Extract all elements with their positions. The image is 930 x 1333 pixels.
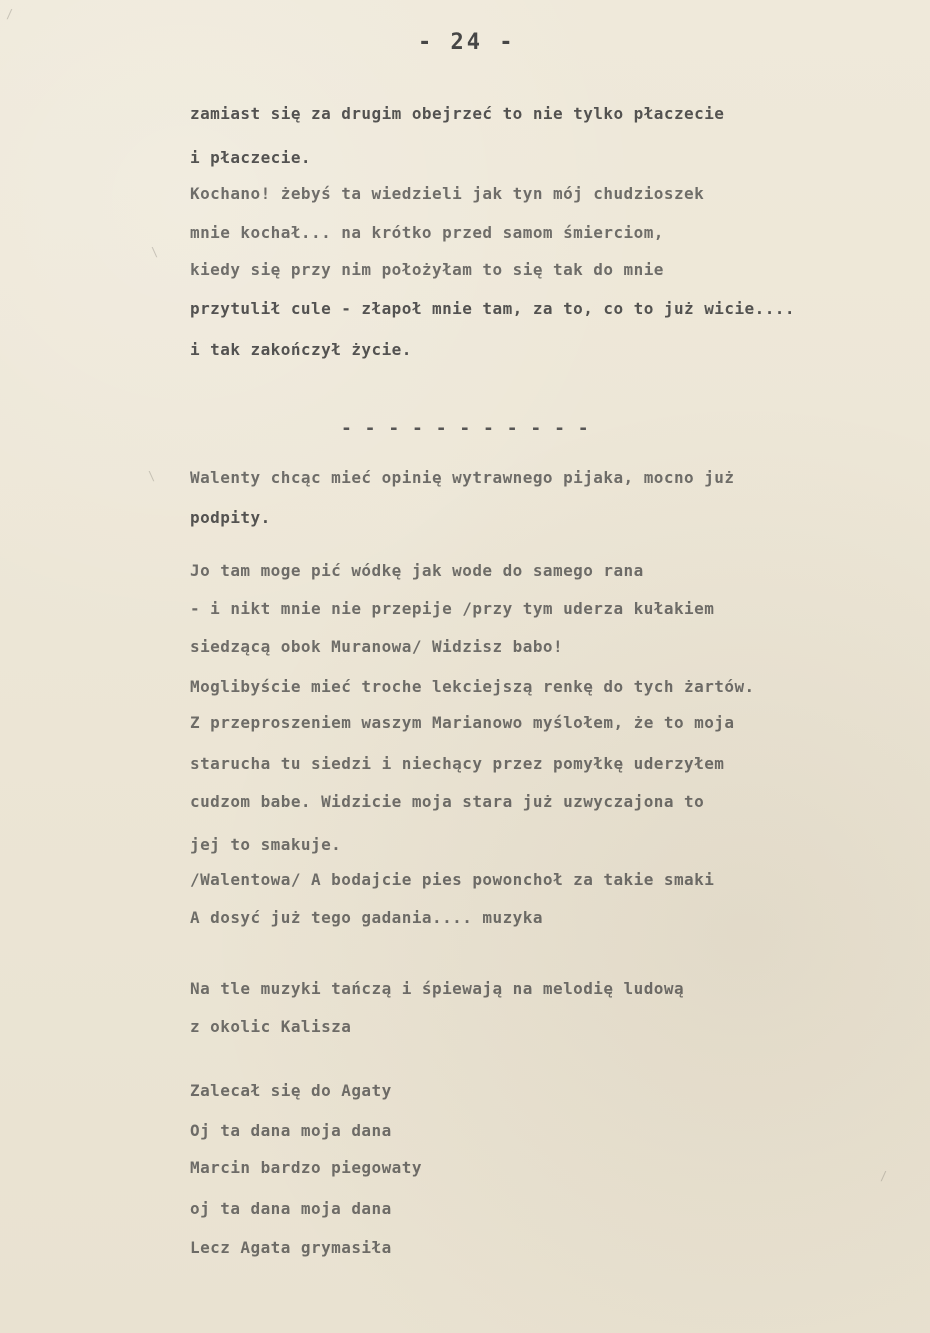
text-line: A dosyć już tego gadania.... muzyka	[190, 908, 543, 927]
text-line: i tak zakończył życie.	[190, 340, 412, 359]
text-line: Marcin bardzo piegowaty	[190, 1158, 422, 1177]
text-line: Kochano! żebyś ta wiedzieli jak tyn mój chudzioszek	[190, 184, 705, 203]
text-line: - i nikt mnie nie przepije /przy tym uderza kułakiem	[190, 599, 715, 618]
paper-speck: /	[880, 1169, 888, 1183]
text-line: z okolic Kalisza	[190, 1017, 352, 1036]
text-line: starucha tu siedzi i niechący przez pomyłkę uderzyłem	[190, 754, 725, 773]
paper-speck: \	[148, 469, 156, 483]
page-number: - 24 -	[418, 30, 516, 55]
text-line: jej to smakuje.	[190, 835, 342, 854]
text-line: oj ta dana moja dana	[190, 1199, 392, 1218]
text-line: Zalecał się do Agaty	[190, 1081, 392, 1100]
text-line: siedzącą obok Muranowa/ Widzisz babo!	[190, 637, 564, 656]
paper-speck: \	[151, 245, 159, 259]
text-line: podpity.	[190, 508, 271, 527]
text-line: Walenty chcąc mieć opinię wytrawnego pijaka, mocno już	[190, 468, 735, 487]
text-line: przytulił cule - złapoł mnie tam, za to, co to już wicie....	[190, 299, 795, 318]
text-line: kiedy się przy nim położyłam to się tak do mnie	[190, 260, 664, 279]
text-line: Jo tam moge pić wódkę jak wode do samego rana	[190, 561, 644, 580]
section-divider: - - - - - - - - - - -	[341, 418, 590, 439]
text-line: i płaczecie.	[190, 148, 311, 167]
paper-speck: /	[6, 7, 14, 21]
text-line: Z przeproszeniem waszym Marianowo myślołem, że to moja	[190, 713, 735, 732]
text-line: Na tle muzyki tańczą i śpiewają na melodię ludową	[190, 979, 685, 998]
text-line: mnie kochał... na krótko przed samom śmierciom,	[190, 223, 664, 242]
text-line: cudzom babe. Widzicie moja stara już uzwyczajona to	[190, 792, 705, 811]
text-line: Lecz Agata grymasiła	[190, 1238, 392, 1257]
text-line: Oj ta dana moja dana	[190, 1121, 392, 1140]
text-line: Moglibyście mieć troche lekciejszą renkę do tych żartów.	[190, 677, 755, 696]
text-line: /Walentowa/ A bodajcie pies powonchoł za takie smaki	[190, 870, 715, 889]
text-line: zamiast się za drugim obejrzeć to nie tylko płaczecie	[190, 104, 725, 123]
